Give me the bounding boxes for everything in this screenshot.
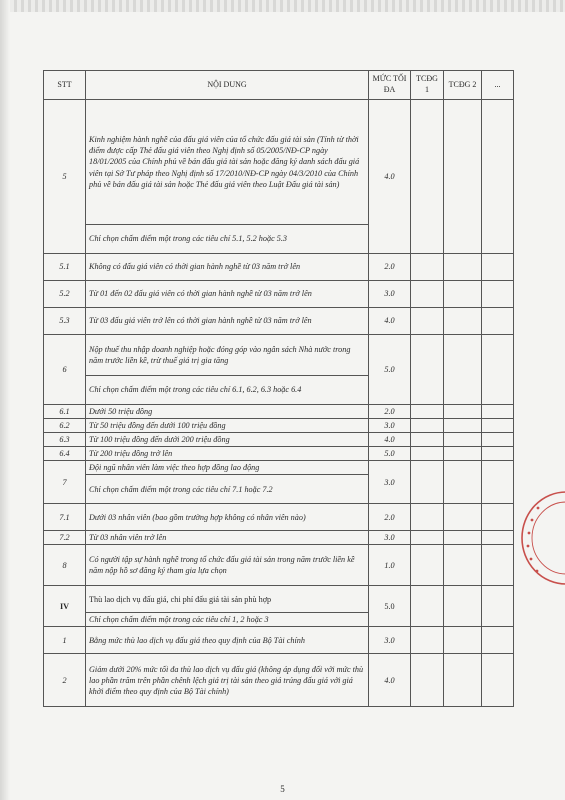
table-row [44, 419, 514, 433]
row-stt: 7.1 [44, 504, 86, 531]
tcdg2-cell [444, 447, 482, 461]
page-number: 5 [280, 784, 285, 794]
tcdg2-cell [444, 405, 482, 419]
section-title: Thù lao dịch vụ đấu giá, chi phí đấu giá tài sản phù hợp [86, 586, 369, 613]
tcdg1-cell [411, 433, 444, 447]
tcdg1-cell [411, 405, 444, 419]
row-stt: 6 [44, 335, 86, 405]
more-cell [482, 419, 514, 433]
table-row [44, 433, 514, 447]
row-note: Chỉ chọn chấm điểm một trong các tiêu chí 5.1, 5.2 hoặc 5.3 [86, 225, 369, 254]
tcdg2-cell [444, 531, 482, 545]
row-content: Từ 50 triệu đồng đến dưới 100 triệu đồng [86, 419, 369, 433]
tcdg2-cell [444, 254, 482, 281]
row-max-score: 5.0 [369, 586, 411, 627]
table-row [44, 405, 514, 419]
header-tcdg2: TCĐG 2 [444, 71, 482, 100]
row-max-score: 3.0 [369, 281, 411, 308]
table-row [44, 531, 514, 545]
row-content: Đội ngũ nhân viên làm việc theo hợp đồng lao động [86, 461, 369, 475]
row-stt: 2 [44, 654, 86, 707]
tcdg1-cell [411, 335, 444, 405]
row-max-score: 3.0 [369, 461, 411, 504]
row-stt: 6.1 [44, 405, 86, 419]
tcdg2-cell [444, 335, 482, 405]
table-row [44, 100, 514, 225]
tcdg1-cell [411, 419, 444, 433]
header-stt: STT [44, 71, 86, 100]
tcdg2-cell [444, 308, 482, 335]
row-content: Từ 100 triệu đồng đến dưới 200 triệu đồng [86, 433, 369, 447]
tcdg1-cell [411, 654, 444, 707]
more-cell [482, 100, 514, 254]
header-more: ... [482, 71, 514, 100]
tcdg2-cell [444, 545, 482, 586]
tcdg2-cell [444, 419, 482, 433]
tcdg2-cell [444, 627, 482, 654]
row-stt: 5.2 [44, 281, 86, 308]
tcdg1-cell [411, 461, 444, 504]
tcdg1-cell [411, 627, 444, 654]
row-content: Giảm dưới 20% mức tối đa thù lao dịch vụ đấu giá (không áp dụng đối với mức thù lao phần trăm trên phần chênh lệch giá trị tài sản theo giá trúng đấu giá với giá khởi điểm theo quy định của Bộ Tài chính) [86, 654, 369, 707]
evaluation-table [43, 70, 514, 707]
table-row [44, 461, 514, 475]
tcdg2-cell [444, 586, 482, 627]
tcdg1-cell [411, 531, 444, 545]
row-note: Chỉ chọn chấm điểm một trong các tiêu chí 1, 2 hoặc 3 [86, 613, 369, 627]
table-row [44, 504, 514, 531]
more-cell [482, 447, 514, 461]
tcdg2-cell [444, 654, 482, 707]
row-max-score: 4.0 [369, 654, 411, 707]
row-max-score: 5.0 [369, 335, 411, 405]
more-cell [482, 654, 514, 707]
table-row [44, 545, 514, 586]
more-cell [482, 545, 514, 586]
tcdg1-cell [411, 504, 444, 531]
more-cell [482, 627, 514, 654]
more-cell [482, 405, 514, 419]
row-content: Kinh nghiệm hành nghề của đấu giá viên của tổ chức đấu giá tài sản (Tính từ thời điểm được cấp Thẻ đấu giá viên theo Nghị định số 05/2005/NĐ-CP ngày 18/01/2005 của Chính phủ về bán đấu giá tài sản hoặc đăng ký danh sách đấu giá viên tại Sở Tư pháp theo Nghị định số 17/2010/NĐ-CP ngày 04/3/2010 của Chính phủ về bán đấu giá tài sản hoặc Thẻ đấu giá viên theo Luật Đấu giá tài sản) [86, 100, 369, 225]
row-content: Dưới 03 nhân viên (bao gồm trường hợp không có nhân viên nào) [86, 504, 369, 531]
more-cell [482, 308, 514, 335]
row-content: Từ 200 triệu đồng trở lên [86, 447, 369, 461]
tcdg2-cell [444, 100, 482, 254]
row-content: Không có đấu giá viên có thời gian hành nghề từ 03 năm trở lên [86, 254, 369, 281]
row-stt: 6.2 [44, 419, 86, 433]
row-max-score: 2.0 [369, 405, 411, 419]
row-max-score: 3.0 [369, 627, 411, 654]
tcdg2-cell [444, 433, 482, 447]
section-number: IV [44, 586, 86, 627]
row-max-score: 4.0 [369, 433, 411, 447]
tcdg1-cell [411, 100, 444, 254]
row-content: Dưới 50 triệu đồng [86, 405, 369, 419]
row-content: Từ 03 nhân viên trở lên [86, 531, 369, 545]
row-stt: 1 [44, 627, 86, 654]
table-row [44, 627, 514, 654]
row-content: Bằng mức thù lao dịch vụ đấu giá theo quy định của Bộ Tài chính [86, 627, 369, 654]
tcdg1-cell [411, 586, 444, 627]
row-stt: 5.1 [44, 254, 86, 281]
table-row [44, 281, 514, 308]
table-row [44, 335, 514, 376]
tcdg1-cell [411, 281, 444, 308]
row-content: Có người tập sự hành nghề trong tổ chức đấu giá tài sản trong năm trước liền kề năm nộp hồ sơ đăng ký tham gia lựa chọn [86, 545, 369, 586]
tcdg2-cell [444, 504, 482, 531]
more-cell [482, 281, 514, 308]
table-header-row [44, 71, 514, 100]
table-row [44, 447, 514, 461]
tcdg1-cell [411, 447, 444, 461]
row-stt: 5 [44, 100, 86, 254]
more-cell [482, 461, 514, 504]
header-max-score: MỨC TỐI ĐA [369, 71, 411, 100]
row-content: Từ 03 đấu giá viên trở lên có thời gian hành nghề từ 03 năm trở lên [86, 308, 369, 335]
table-row [44, 254, 514, 281]
row-stt: 6.3 [44, 433, 86, 447]
row-content: Từ 01 đến 02 đấu giá viên có thời gian hành nghề từ 03 năm trở lên [86, 281, 369, 308]
more-cell [482, 531, 514, 545]
table-row-section [44, 586, 514, 613]
more-cell [482, 254, 514, 281]
row-max-score: 5.0 [369, 447, 411, 461]
row-max-score: 2.0 [369, 254, 411, 281]
table-row [44, 654, 514, 707]
row-content: Nộp thuế thu nhập doanh nghiệp hoặc đóng góp vào ngân sách Nhà nước trong năm trước liền kề, trừ thuế giá trị gia tăng [86, 335, 369, 376]
row-max-score: 4.0 [369, 100, 411, 254]
more-cell [482, 504, 514, 531]
red-seal-stamp [520, 488, 565, 588]
tcdg1-cell [411, 308, 444, 335]
row-max-score: 1.0 [369, 545, 411, 586]
scan-side-edge [0, 0, 10, 800]
row-max-score: 3.0 [369, 531, 411, 545]
row-max-score: 2.0 [369, 504, 411, 531]
more-cell [482, 433, 514, 447]
tcdg2-cell [444, 461, 482, 504]
row-note: Chỉ chọn chấm điểm một trong các tiêu chí 6.1, 6.2, 6.3 hoặc 6.4 [86, 376, 369, 405]
more-cell [482, 335, 514, 405]
table-row [44, 308, 514, 335]
header-content: NỘI DUNG [86, 71, 369, 100]
tcdg1-cell [411, 545, 444, 586]
row-stt: 7.2 [44, 531, 86, 545]
more-cell [482, 586, 514, 627]
row-stt: 5.3 [44, 308, 86, 335]
tcdg2-cell [444, 281, 482, 308]
row-max-score: 4.0 [369, 308, 411, 335]
header-tcdg1: TCĐG 1 [411, 71, 444, 100]
row-note: Chỉ chọn chấm điểm một trong các tiêu chí 7.1 hoặc 7.2 [86, 475, 369, 504]
row-stt: 6.4 [44, 447, 86, 461]
row-stt: 8 [44, 545, 86, 586]
row-max-score: 3.0 [369, 419, 411, 433]
scan-top-edge [0, 0, 565, 12]
row-stt: 7 [44, 461, 86, 504]
tcdg1-cell [411, 254, 444, 281]
